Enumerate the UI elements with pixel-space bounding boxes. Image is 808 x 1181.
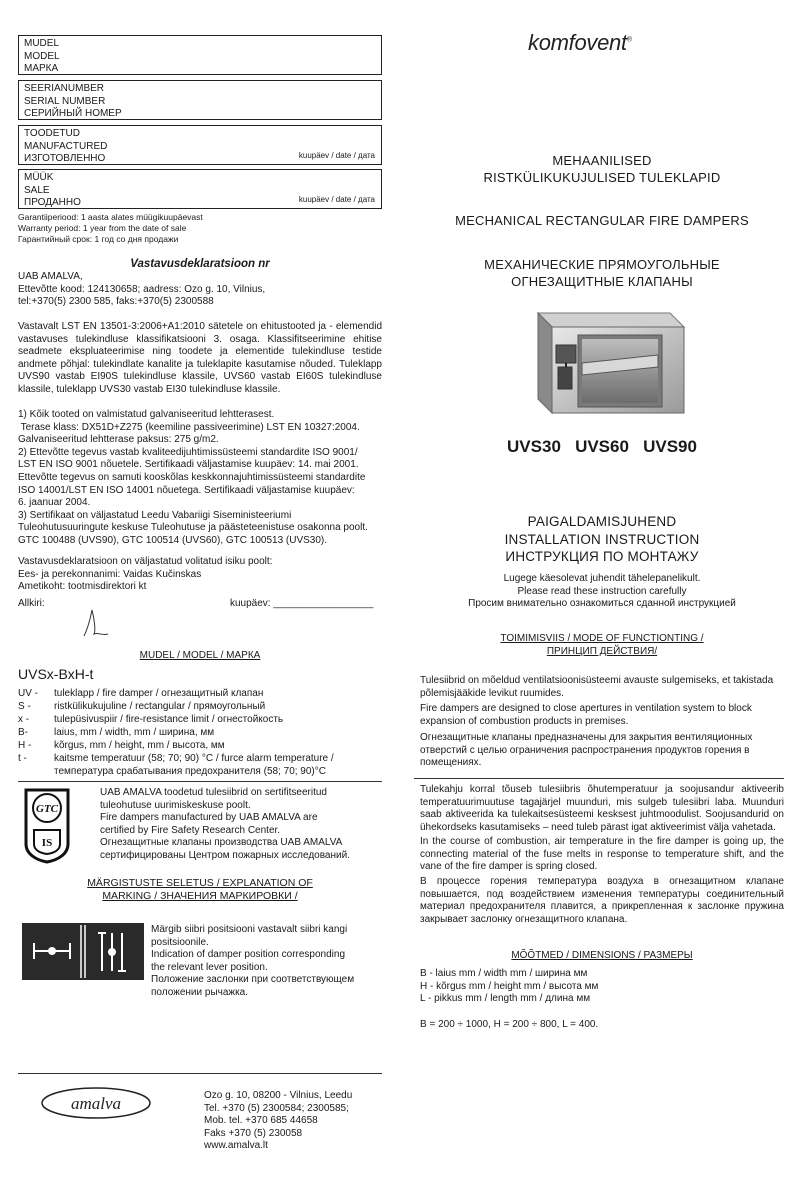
- company-line: UAB AMALVA,: [18, 271, 83, 282]
- declaration-notes: [18, 409, 382, 548]
- functioning-heading-line: ПРИНЦИП ДЕЙСТВИЯ/: [546, 645, 658, 657]
- title-line: MEHAANILISED: [552, 153, 652, 168]
- brand-reg: ®: [626, 36, 632, 44]
- dimensions-heading: MÕÕTMED / DIMENSIONS / РАЗМЕРЫ: [511, 950, 693, 961]
- functioning-heading-line: TOIMIMISVIIS / MODE OF FUNCTIONTING /: [500, 633, 704, 644]
- gtc-text: [100, 787, 382, 863]
- box-line: TOODETUD: [24, 128, 80, 139]
- issuer-info: [18, 556, 382, 594]
- declaration-title: Vastavusdeklaratsioon nr: [130, 258, 270, 270]
- website-link[interactable]: www.amalva.lt: [204, 1140, 268, 1152]
- functioning-heading: [420, 633, 784, 658]
- warranty-line: Warranty period: 1 year from the date of sale: [18, 223, 187, 233]
- amalva-logo-icon: [40, 1086, 152, 1120]
- model-code: UVSx-BxH-t: [18, 666, 94, 682]
- box-line: СЕРИЙНЫЙ НОМЕР: [24, 108, 122, 119]
- issuer-line: Vastavusdeklaratsioon on väljastatud volitatud isiku poolt:: [18, 556, 273, 567]
- warranty-text: [18, 212, 382, 245]
- def-key: [18, 765, 54, 778]
- def-key: t -: [18, 753, 27, 764]
- box-line: MUDEL: [24, 38, 60, 49]
- gtc-logo-text: GTC: [36, 803, 58, 815]
- gtc-line: tuleohutuse uurimiskeskuse poolt.: [100, 799, 251, 811]
- gtc-line: Fire dampers manufactured by UAB AMALVA are: [100, 812, 318, 824]
- signature-label: Allkiri:: [18, 598, 45, 609]
- date-note: kuupäev / date / дата: [298, 150, 375, 160]
- manufactured-box: [18, 125, 382, 165]
- serial-box: [18, 80, 382, 120]
- title-line: RISTKÜLIKUKUJULISED TULEKLAPID: [483, 170, 721, 185]
- issuer-line: Ametikoht: tootmisdirektori kt: [18, 581, 147, 593]
- def-value: kaitsme temperatuur (58; 70; 90) °C / furce alarm temperature /: [54, 753, 334, 764]
- divider: [414, 778, 784, 779]
- install-line: ИНСТРУКЦИЯ ПО МОНТАЖУ: [505, 549, 699, 564]
- note-line: 3) Sertifikaat on väljastatud Leedu Vabariigi Siseministeeriumi: [18, 509, 292, 521]
- address-line: Tel. +370 (5) 2300584; 2300585;: [204, 1102, 349, 1114]
- fire-damper-product-image: [520, 305, 692, 423]
- brand-name: komfovent: [528, 30, 627, 55]
- issuer-line: Ees- ja perekonnanimi: Vaidas Kučinskas: [18, 568, 202, 580]
- marking-line: положении рычажка.: [151, 986, 249, 998]
- gtc-logo-icon: [22, 786, 72, 864]
- note-line: Galvaniseeritud lehtterase paksus: 275 g/m2.: [18, 434, 219, 446]
- dimension-line: B - laius mm / width mm / ширина мм: [420, 968, 588, 979]
- def-key: S -: [18, 701, 31, 712]
- def-row: [18, 752, 382, 765]
- read-line: Please read these instruction carefully: [517, 585, 687, 597]
- amalva-logo-text: amalva: [70, 1094, 122, 1113]
- gtc-line: certified by Fire Safety Research Center.: [100, 824, 281, 836]
- def-value: laius, mm / width, mm / ширина, мм: [54, 727, 215, 738]
- def-row: [18, 765, 382, 778]
- model-names: UVS30 UVS60 UVS90: [507, 437, 697, 456]
- def-key: B-: [18, 727, 28, 738]
- date-note: kuupäev / date / дата: [298, 194, 375, 204]
- read-line: Просим внимательно ознакомиться сданной инструкцией: [468, 598, 736, 610]
- install-line: INSTALLATION INSTRUCTION: [504, 531, 700, 547]
- signature-icon: [78, 606, 112, 640]
- func-p1: Tulesiibrid on mõeldud ventilatsioonisüsteemi avauste sulgemiseks, et takistada põlemisjääkide levikut ruumides.: [420, 675, 774, 699]
- dimension-line: L - pikkus mm / length mm / длина мм: [420, 993, 591, 1005]
- marking-heading: [18, 877, 382, 903]
- damper-position-icon: [22, 923, 144, 980]
- def-row: [18, 700, 382, 713]
- gtc-line: UAB AMALVA toodetud tulesiibrid on sertifitseeritud: [100, 787, 327, 798]
- def-key: x -: [18, 714, 30, 725]
- footer-address: [204, 1090, 352, 1153]
- dimension-range: B = 200 ÷ 1000, H = 200 ÷ 800, L = 400.: [420, 1019, 599, 1030]
- marking-line: Положение заслонки при соответствующем: [151, 974, 355, 986]
- note-line: 1) Kõik tooted on valmistatud galvaniseeritud lehtterasest.: [18, 409, 275, 420]
- install-title: [420, 513, 784, 566]
- divider: [18, 781, 382, 782]
- def-key: UV -: [18, 688, 38, 699]
- func-p6: В процессе горения температура воздуха в огнезащитном клапане повышается, под воздействием изменения температуры соединительный материал предохранителя плавится, а прикрепленная к заслонке пружина закрывает заслонку огнезащитного клапана.: [420, 876, 784, 925]
- func-p3: Огнезащитные клапаны предназначены для закрытия вентиляционных отверстий с целью ограничения распространения продуктов горения в помещениях.: [420, 732, 753, 769]
- note-line: Terase klass: DX51D+Z275 (keemiline passiveerimine) LST EN 10327:2004.: [18, 421, 360, 433]
- address-line: Ozo g. 10, 08200 - Vilnius, Leedu: [204, 1090, 353, 1101]
- note-line: 6. jaanuar 2004.: [18, 497, 91, 509]
- box-line: MÜÜK: [24, 172, 54, 183]
- box-line: ИЗГОТОВЛЕННО: [24, 153, 106, 164]
- marking-heading-line: MÄRGISTUSTE SELETUS / EXPLANATION OF: [87, 877, 313, 889]
- model-box: [18, 35, 382, 75]
- def-key: H -: [18, 740, 32, 751]
- marking-heading-line: MARKING / ЗНАЧЕНИЯ МАРКИРОВКИ /: [102, 890, 298, 902]
- box-line: SALE: [24, 184, 50, 196]
- func-p2: Fire dampers are designed to close apertures in ventilation system to block expansion of combustion products in premises.: [420, 703, 752, 727]
- note-line: LST EN ISO 9001 nõuetele. Sertifikaadi väljastamise kuupäev: 14. mai 2001.: [18, 459, 359, 471]
- declaration-paragraph: Vastavalt LST EN 13501-3:2006+A1:2010 sätetele on ehitustooted ja - elemendid vastavuses tulekindluse klassifikatsiooni 3. osaga. Klassifitseerimine ehitise seadmete ekspluateerimise ning toodete ja elementide tulekindluse testide andmete põhjal: tulekindlate kanalite ja tuleklapite kasutamise nõuded. Tuleklapp UVS90 vastab EI90S tulekindluse klassile, UVS60 vastab EI60S tulekindluse klassile, tuleklapp UVS30 vastab EI30 tulekindluse klassile.: [18, 321, 382, 395]
- note-line: Tuleohutusuuringute keskuse Tuleohutuse ja päästeteenistuse osakonna poolt.: [18, 522, 368, 534]
- address-line: Mob. tel. +370 685 44658: [204, 1115, 318, 1127]
- company-line: Ettevõtte kood: 124130658; aadress: Ozo g. 10, Vilnius,: [18, 283, 266, 295]
- box-line: SERIAL NUMBER: [24, 95, 106, 107]
- gtc-line: сертифицированы Центром пожарных исследований.: [100, 849, 350, 861]
- company-info: [18, 271, 382, 309]
- title-en: MECHANICAL RECTANGULAR FIRE DAMPERS: [455, 213, 749, 228]
- marking-line: positsioonile.: [151, 936, 209, 948]
- model-heading: MUDEL / MODEL / МАРКА: [139, 650, 261, 661]
- func-p5: In the course of combustion, air temperature in the fire damper is going up, the connecting material of the fuse melts in response to temperature shift, and the vane of the fire damper is spring closed.: [420, 836, 784, 873]
- box-line: ПРОДАННО: [24, 197, 81, 208]
- gtc-line: Огнезащитные клапаны производства UAB AMALVA: [100, 837, 343, 849]
- def-row: [18, 726, 382, 739]
- model-definitions: [18, 687, 382, 778]
- warranty-line: Гарантийный срок: 1 год со дня продажи: [18, 234, 179, 244]
- def-value: kõrgus, mm / height, mm / высота, мм: [54, 740, 225, 751]
- note-line: Ettevõtte tegevus on samuti kooskõlas keskkonnajuhtimissüsteemi standardite: [18, 471, 366, 483]
- def-row: [18, 713, 382, 726]
- def-value: ristkülikukujuline / rectangular / прямоугольный: [54, 701, 266, 712]
- divider: [18, 1073, 382, 1074]
- marking-line: Märgib siibri positsiooni vastavalt siibri kangi: [151, 924, 348, 935]
- brand-logo: [528, 30, 632, 56]
- marking-text: [151, 924, 382, 1000]
- address-line: Faks +370 (5) 230058: [204, 1127, 303, 1139]
- def-value: tuleklapp / fire damper / огнезащитный клапан: [54, 688, 264, 699]
- box-line: MODEL: [24, 50, 60, 62]
- sale-box: [18, 169, 382, 209]
- note-line: 2) Ettevõtte tegevus vastab kvaliteedijuhtimissüsteemi standardite ISO 9001/: [18, 446, 358, 458]
- func-p4: Tulekahju korral tõuseb tulesiibris õhutemperatuur ja soojusandur aktiveerib temperatuurimuutuse tagajärjel muunduri, mis sulgeb tulesiibri laba. Muunduri saab aktiveerida ka tulekaitsesüsteemi kesksest juhtmoodulist. Soojusandurid on ühekordseks kasutamiseks – need tuleb pärast igat aktiveerimist välja vahetada.: [420, 784, 784, 833]
- title-ru: [420, 256, 784, 290]
- box-line: SEERIANUMBER: [24, 83, 105, 94]
- read-carefully: [420, 573, 784, 611]
- box-line: МАРКА: [24, 63, 59, 74]
- title-et: [420, 152, 784, 186]
- dimensions-list: [420, 968, 784, 1006]
- box-line: MANUFACTURED: [24, 140, 108, 152]
- def-value: температура срабатывания предохранителя (58; 70; 90)°C: [54, 766, 326, 777]
- marking-line: Indication of damper position corresponding: [151, 949, 346, 961]
- title-line: ОГНЕЗАЩИТНЫЕ КЛАПАНЫ: [511, 274, 693, 289]
- marking-line: the relevant lever position.: [151, 961, 268, 973]
- note-line: GTC 100488 (UVS90), GTC 100514 (UVS60), GTC 100513 (UVS30).: [18, 534, 328, 546]
- def-row: [18, 687, 382, 700]
- date-label: kuupäev: __________________: [230, 598, 374, 609]
- gtc-logo-sub: IS: [41, 837, 53, 849]
- warranty-line: Garantiiperiood: 1 aasta alates müügikuupäevast: [18, 212, 203, 222]
- read-line: Lugege käesolevat juhendit tähelepanelikult.: [503, 573, 701, 584]
- note-line: ISO 14001/LST EN ISO 14001 nõuetega. Sertifikaadi väljastamise kuupäev:: [18, 484, 355, 496]
- dimension-line: H - kõrgus mm / height mm / высота мм: [420, 980, 599, 992]
- title-line: МЕХАНИЧЕСКИЕ ПРЯМОУГОЛЬНЫЕ: [484, 257, 720, 272]
- company-line: tel:+370(5) 2300 585, faks:+370(5) 2300588: [18, 296, 214, 308]
- install-line: PAIGALDAMISJUHEND: [527, 514, 677, 529]
- def-row: [18, 739, 382, 752]
- def-value: tulepüsivuspiir / fire-resistance limit / огнестойкость: [54, 714, 284, 725]
